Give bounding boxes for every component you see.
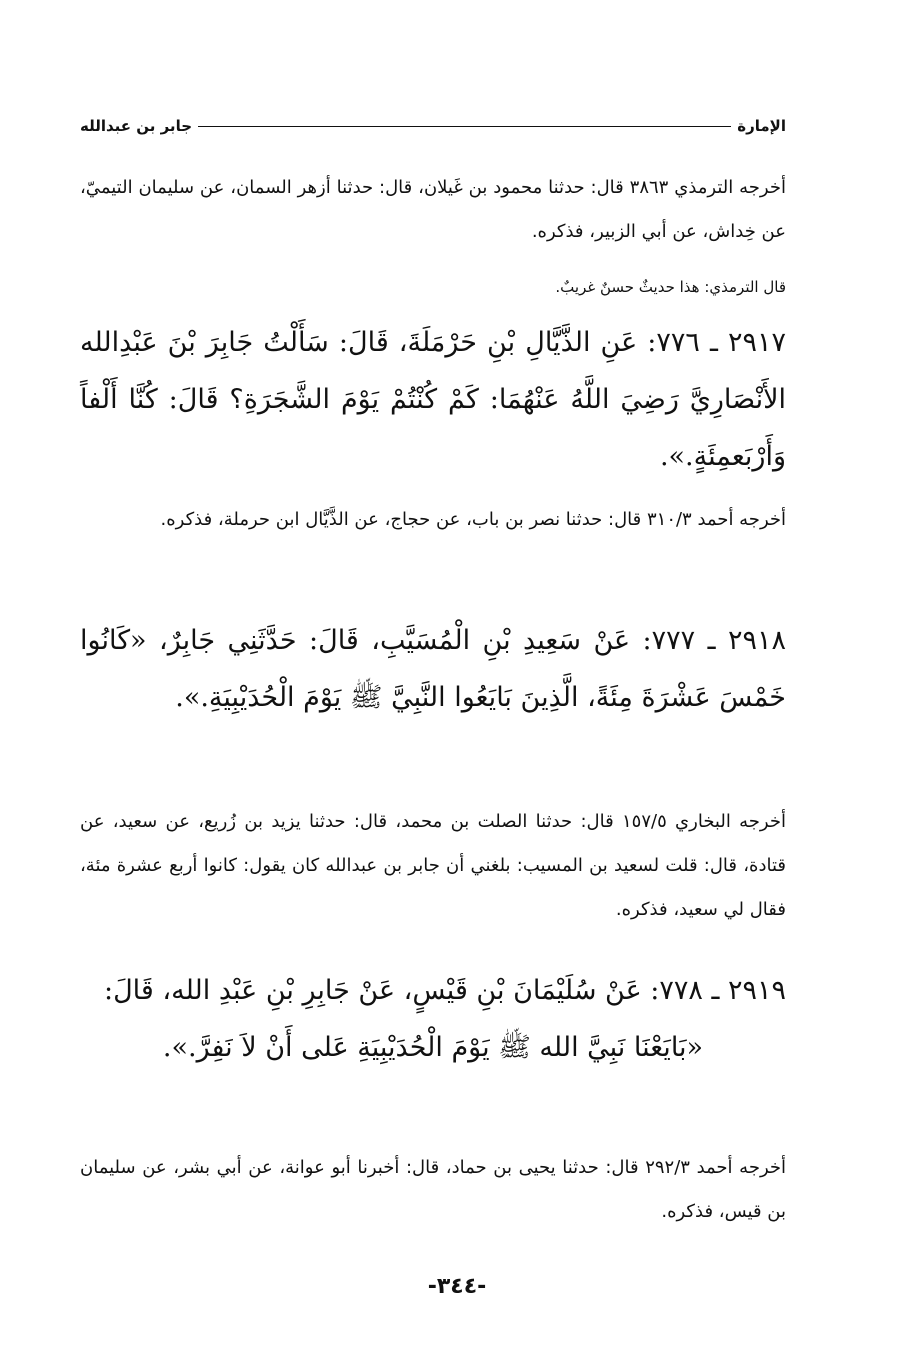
hadith-2919-text: «بَايَعْنَا نَبِيَّ الله ﷺ يَوْمَ الْحُدَيْبِيَةِ عَلى أَنْ لاَ نَفِرَّ.». bbox=[162, 1032, 704, 1063]
source-note-2918: أخرجه البخاري ١٥٧/٥ قال: حدثنا الصلت بن محمد، قال: حدثنا يزيد بن زُريع، عن سعيد، عن قتادة، قال: قلت لسعيد بن المسيب: بلغني أن جابر بن عبدالله كان يقول: كانوا أربع عشرة مئة، فقال لي سعيد، فذكره. bbox=[80, 811, 786, 920]
hadith-2919-chain: ٢٩١٩ ـ ٧٧٨: عَنْ سُلَيْمَانَ بْنِ قَيْسٍ، عَنْ جَابِرِ بْنِ عَبْدِ الله، قَالَ: bbox=[103, 975, 786, 1006]
source-note-2917: أخرجه أحمد ٣١٠/٣ قال: حدثنا نصر بن باب، عن حجاج، عن الذَّيَّال ابن حرملة، فذكره. bbox=[160, 509, 786, 530]
hadith-2918: ٢٩١٨ ـ ٧٧٧: عَنْ سَعِيدِ بْنِ الْمُسَيَّبِ، قَالَ: حَدَّثَنِي جَابِرٌ، «كَانُوا خَمْسَ عَشْرَةَ مِئَةً، الَّذِينَ بَايَعُوا النَّبِيَّ ﷺ يَوْمَ الْحُدَيْبِيَةِ.». bbox=[80, 625, 786, 713]
running-header bbox=[80, 112, 786, 140]
source-note-2916: أخرجه الترمذي ٣٨٦٣ قال: حدثنا محمود بن غَيلان، قال: حدثنا أزهر السمان، عن سليمان التيميّ، عن خِداش، عن أبي الزبير، فذكره. bbox=[80, 177, 786, 242]
header-rule bbox=[198, 126, 731, 127]
page-number: -٣٤٤- bbox=[427, 1274, 487, 1299]
header-chapter-title: جابر بن عبدالله bbox=[80, 117, 193, 135]
source-note-2919: أخرجه أحمد ٢٩٢/٣ قال: حدثنا يحيى بن حماد، قال: أخبرنا أبو عوانة، عن أبي بشر، عن سليمان بن قيس، فذكره. bbox=[80, 1157, 787, 1222]
hadith-2917: ٢٩١٧ ـ ٧٧٦: عَنِ الذَّيَّالِ بْنِ حَرْمَلَةَ، قَالَ: سَأَلْتُ جَابِرَ بْنَ عَبْدِالله الأَنْصَارِيَّ رَضِيَ اللَّهُ عَنْهُمَا: كَمْ كُنْتُمْ يَوْمَ الشَّجَرَةِ؟ قَالَ: كُنَّا أَلْفاً وَأَرْبَعمِئَةٍ.». bbox=[80, 327, 786, 472]
hadith-2919 bbox=[80, 962, 786, 1076]
tirmidhi-grading: قال الترمذي: هذا حديثٌ حسنٌ غريبٌ. bbox=[555, 278, 786, 296]
header-section-title: الإمارة bbox=[737, 117, 786, 135]
